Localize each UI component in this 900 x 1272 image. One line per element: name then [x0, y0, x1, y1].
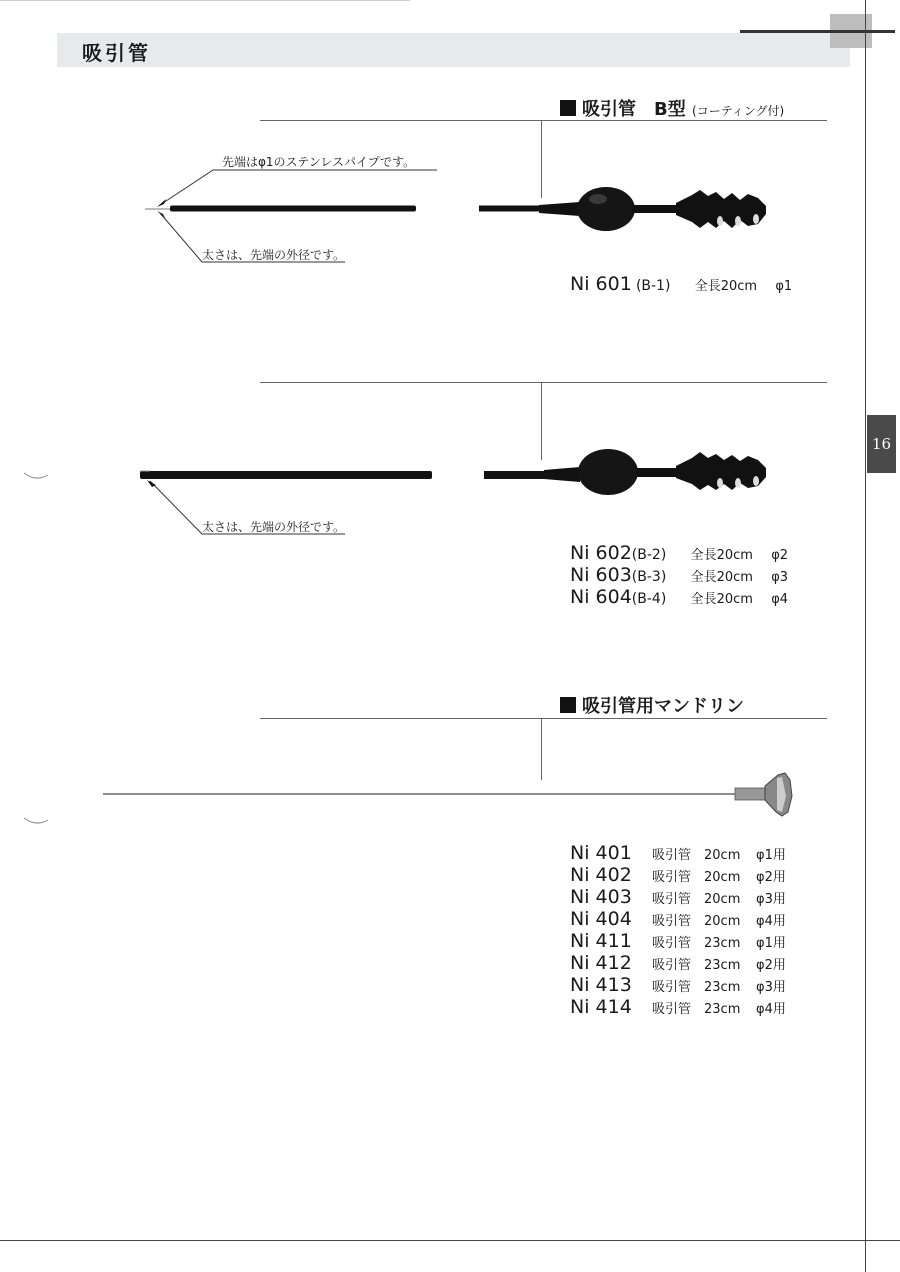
- section3-heading: 吸引管用マンドリン: [560, 692, 744, 718]
- product-row: Ni 603(B-3) 全長20cm φ3: [570, 564, 789, 586]
- product-row: Ni 411 吸引管 23cm φ1用: [570, 930, 786, 952]
- bottom-rule: [0, 1240, 900, 1241]
- tip-callout: 先端はφ1のステンレスパイプです。: [222, 155, 416, 169]
- product-row: Ni 401 吸引管 20cm φ1用: [570, 842, 786, 864]
- mandrin-product-list: [570, 842, 786, 1018]
- product-row: Ni 604(B-4) 全長20cm φ4: [570, 586, 789, 608]
- section1-heading: 吸引管 B型 (コーティング付): [560, 95, 784, 121]
- size-callout-2: 太さは、先端の外径です。: [202, 520, 346, 534]
- product-row: Ni 412 吸引管 23cm φ2用: [570, 952, 786, 974]
- product-row: Ni 403 吸引管 20cm φ3用: [570, 886, 786, 908]
- size-callout: 太さは、先端の外径です。: [202, 248, 346, 262]
- product-row: Ni 404 吸引管 20cm φ4用: [570, 908, 786, 930]
- page-tab: 16: [867, 415, 896, 473]
- product-row: Ni 602(B-2) 全長20cm φ2: [570, 542, 789, 564]
- product-row: Ni 414 吸引管 23cm φ4用: [570, 996, 786, 1018]
- product-row: Ni 402 吸引管 20cm φ2用: [570, 864, 786, 886]
- product-row: Ni 413 吸引管 23cm φ3用: [570, 974, 786, 996]
- page-title: 吸引管: [82, 41, 151, 65]
- product-row: Ni 601 (B-1) 全長20cm φ1: [570, 273, 793, 295]
